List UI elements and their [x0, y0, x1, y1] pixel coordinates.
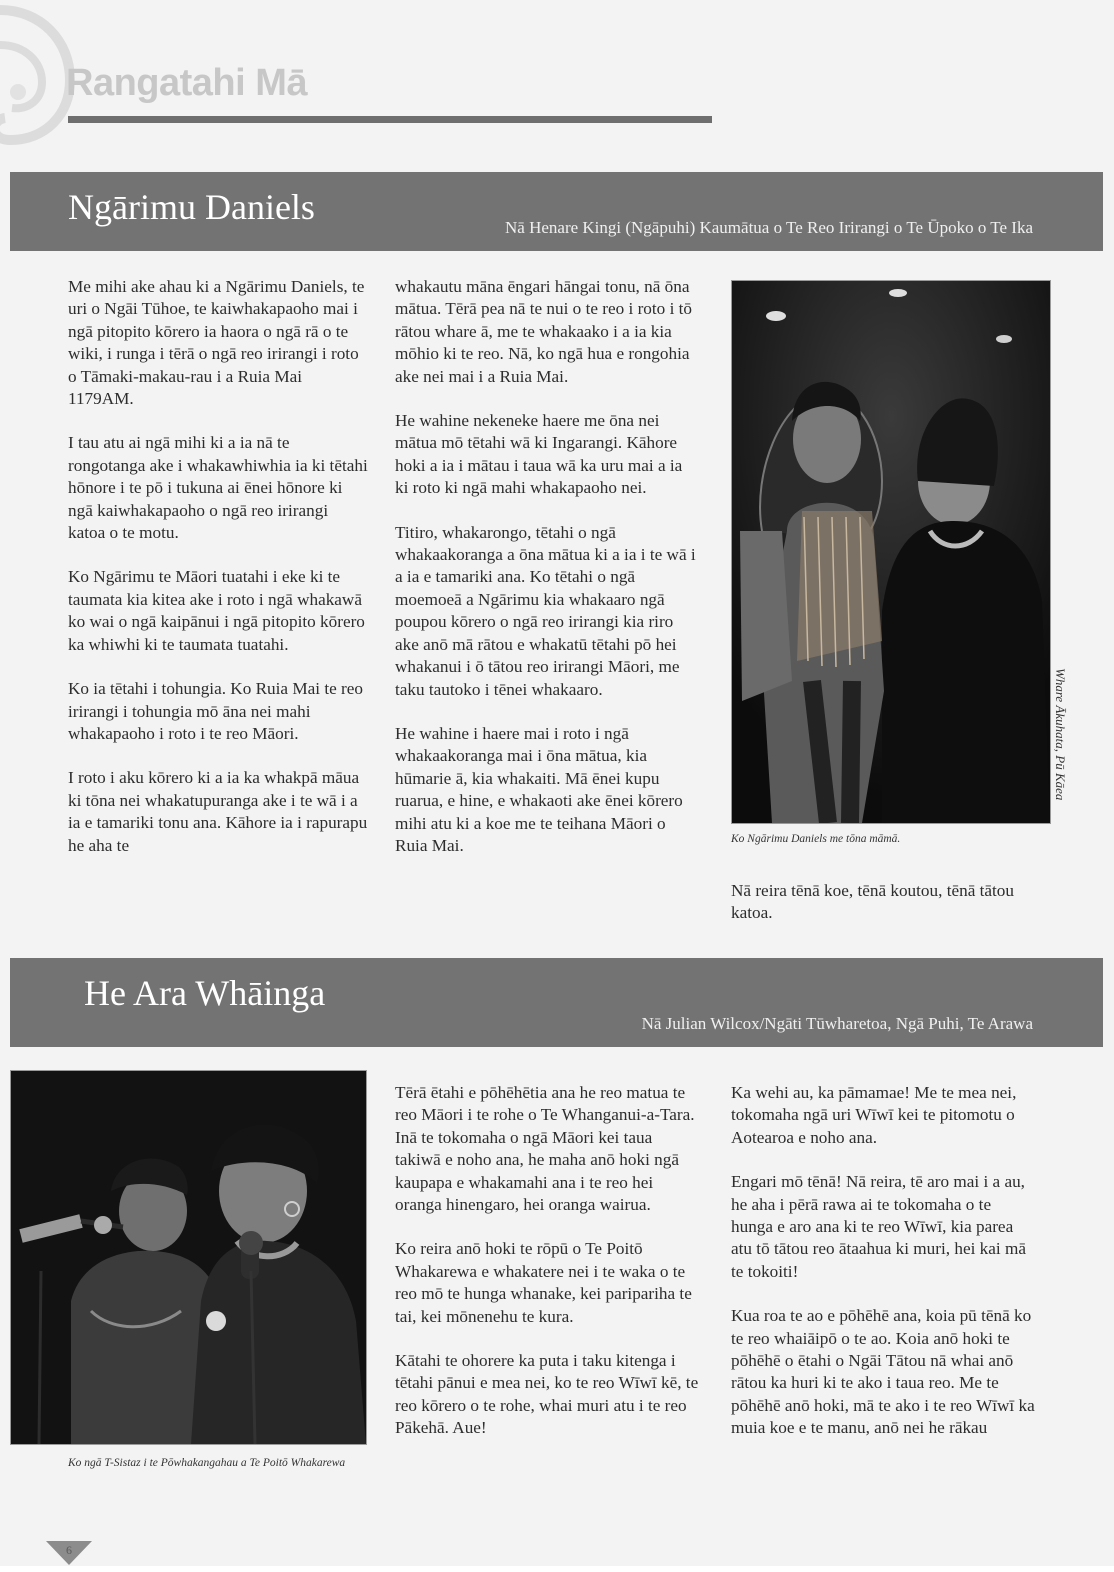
paragraph: He wahine i haere mai i roto i ngā whakaakoranga mai i ōna mātua, kia hūmarie ā, kia whakaiti. Mā ēnei kupu ruarua, e hine, e whakaoti ake ēnei kōrero mihi atu ki a koe me te teihana Māori o Ruia Mai.	[395, 723, 683, 855]
article-column	[731, 1082, 1035, 1462]
paragraph: Titiro, whakarongo, tētahi o ngā whakaakoranga a ōna mātua ki a ia i te wā i a ia e tamariki ana. Ko tētahi o ngā moemoeā a Ngārimu kia whakaaro ngā poupou kōrero o ngā reo irirangi kia riro ake anō mā rātou e whakatū tētahi pō hei whakanui i ō tātou reo irirangi Māori, me taku tautoko i tēnei whakaaro.	[395, 522, 696, 699]
paragraph: He wahine nekeneke haere me ōna nei mātua mō tētahi wā ki Ingarangi. Kāhore hoki a ia i mātau i taua wā ka uru mai a ia ki roto ki ngā mahi whakapaoho nei.	[395, 411, 683, 498]
photo-credit: Whare Ākuhata, Pū Kāea	[1053, 668, 1068, 801]
page-number: 6	[66, 1543, 72, 1557]
paragraph: Me mihi ake ahau ki a Ngārimu Daniels, te uri o Ngāi Tūhoe, te kaiwhakapaoho mai i ngā pitopito kōrero ia haora o ngā rā o te wiki, i runga i tērā o ngā reo irirangi i roto o Tāmaki-makau-rau i a Ruia Mai 1179AM.	[68, 277, 365, 409]
photo-caption: Ko Ngārimu Daniels me tōna māmā.	[731, 833, 901, 845]
paragraph: Ka wehi au, ka pāmamae! Me te mea nei, tokomaha ngā uri Wīwī kei te pitomotu o Aotearoa e noho ana.	[731, 1083, 1017, 1147]
article-title: He Ara Whāinga	[84, 973, 326, 1013]
article-banner	[10, 958, 1103, 1047]
performers-photo	[10, 1070, 367, 1445]
paragraph: whakautu māna ēngari hāngai tonu, nā ōna mātua. Tērā pea nā te nui o te reo i roto i tō rātou whare ā, me te whakaako i a ia kia mōhio ki te reo. Nā, ko ngā hua e rongohia ake nei mai i a Ruia Mai.	[395, 277, 693, 386]
article-column	[68, 276, 368, 879]
article-title: Ngārimu Daniels	[68, 187, 315, 227]
paragraph: Engari mō tēnā! Nā reira, tē aro mai i a au, he aha i pērā rawa ai te tokomaha o te hunga e aro ana ki te reo Wīwī, kia parea atu tō tātou reo ātaahua ki muri, hei kai mā te tokoiti!	[731, 1172, 1026, 1281]
article-banner	[10, 172, 1103, 251]
article-byline: Nā Julian Wilcox/Ngāti Tūwharetoa, Ngā Puhi, Te Arawa	[641, 1014, 1033, 1033]
photo-illustration	[732, 281, 1050, 823]
section-divider	[68, 116, 712, 123]
photo-illustration	[11, 1071, 366, 1444]
paragraph: Ko ia tētahi i tohungia. Ko Ruia Mai te reo irirangi i tohungia mō āna nei mahi whakapaoho i roto i te reo Māori.	[68, 679, 363, 743]
paragraph: Tērā ētahi e pōhēhētia ana he reo matua te reo Māori i te rohe o Te Whanganui-a-Tara. Inā te tokomaha o ngā Māori kei taua takiwā e noho ana, he maha anō hoki ngā kaupapa e whakamahi ana i te reo hei oranga hinengaro, hei oranga wairua.	[395, 1083, 695, 1215]
paragraph: Ko reira anō hoki te rōpū o Te Poitō Whakarewa e whakatere nei i te waka o te reo mō te hunga whanake, kei paripariha te tai, kei mōnenehu te kura.	[395, 1239, 692, 1326]
paragraph: Kua roa te ao e pōhēhē ana, koia pū tēnā ko te reo whaiāipō o te ao. Koia anō hoki te pōhēhē o ētahi o Ngāi Tātou nā whai anō rātou ka huri ki te ako i taua reo. Me te pōhēhē anō hoki, mā te ako i te reo Wīwī ka muia koe e te manu, anō nei he rākau	[731, 1306, 1035, 1438]
paragraph: Kātahi te ohorere ka puta i taku kitenga i tētahi pānui e mea nei, ko te reo Wīwī kē, te reo kōrero o te rohe, whai muri atu i te reo Pākehā. Aue!	[395, 1351, 699, 1438]
paragraph: I roto i aku kōrero ki a ia ka whakpā māua ki tōna nei whakatupuranga ake i te wā i a ia e tamariki tonu ana. Kāhore ia i rapurapu he aha te	[68, 768, 368, 855]
section-label: Rangatahi Mā	[66, 62, 308, 104]
paragraph: Ko Ngārimu te Māori tuatahi i eke ki te taumata kia kitea ake i roto i ngā whakawā ko wai o ngā kaipānui i ngā pitopito kōrero ka whiwhi ki te taumata tuatahi.	[68, 567, 365, 654]
article-column	[395, 1082, 701, 1462]
photo-caption: Ko ngā T-Sistaz i te Pōwhakangahau a Te Poitō Whakarewa	[68, 1457, 346, 1469]
closing-paragraph: Nā reira tēnā koe, tēnā koutou, tēnā tātou katoa.	[731, 881, 1014, 923]
paragraph: I tau atu ai ngā mihi ki a ia nā te rongotanga ake i whakawhiwhia ia ki tētahi hōnore i te pō i tukuna ai ēnei hōnore ki ngā kaiwhakapaoho o ngā reo irirangi katoa o te motu.	[68, 433, 368, 543]
page-number-marker	[46, 1541, 92, 1567]
article-column	[395, 276, 697, 879]
portrait-photo	[731, 280, 1051, 824]
article-byline: Nā Henare Kingi (Ngāpuhi) Kaumātua o Te Reo Irirangi o Te Ūpoko o Te Ika	[505, 218, 1033, 237]
